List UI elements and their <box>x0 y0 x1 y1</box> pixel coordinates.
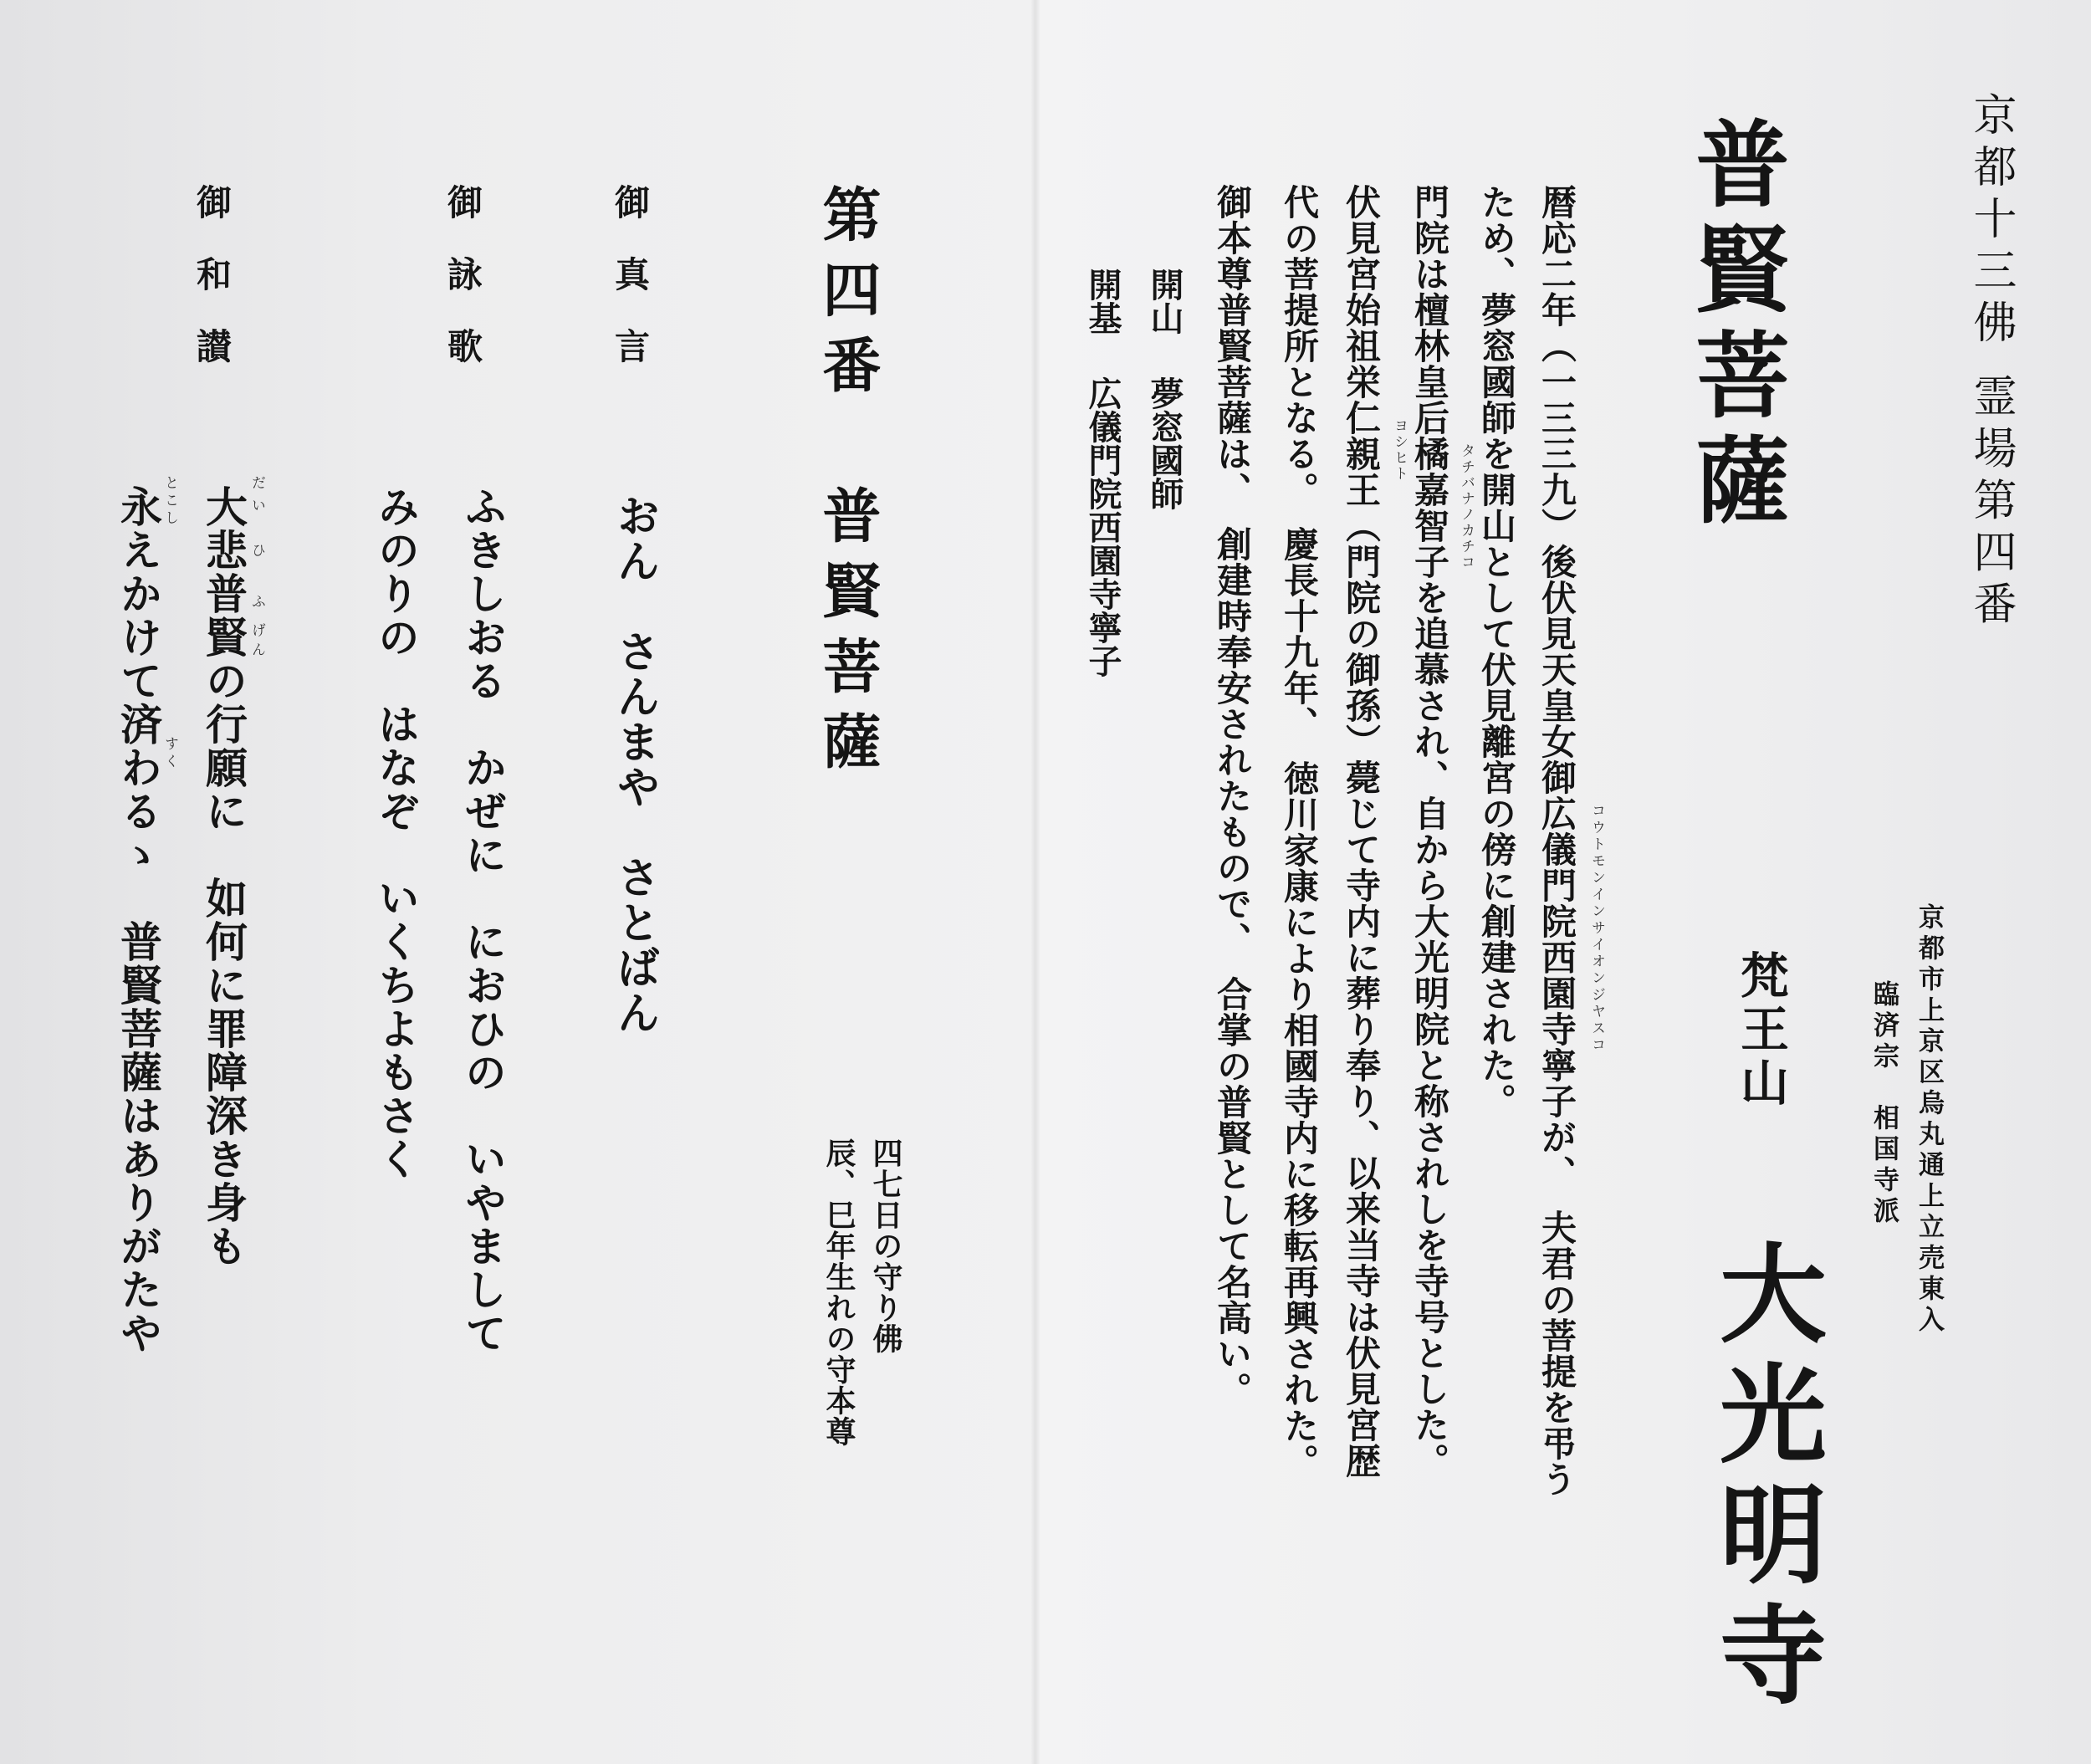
patron-name: 広儀門院西園寺寧子 <box>1083 376 1122 677</box>
temple-name: 大光明寺 <box>1701 1238 1826 1720</box>
ruby-suku: すく <box>161 736 178 771</box>
founder-name: 夢窓國師 <box>1145 376 1184 510</box>
mantra-text: おん さんまや さとばん <box>609 493 659 1035</box>
founder-label: 開山 <box>1145 268 1184 335</box>
temple-address: 京都市上京区烏丸通上立売東入 <box>1914 903 1944 1337</box>
ruby-fugen: ふ げん <box>248 594 265 662</box>
mountain-name: 梵王山 <box>1732 950 1789 1111</box>
patron-label: 開基 <box>1083 268 1122 335</box>
mantra-label: 御真言 <box>610 184 651 400</box>
ruby-yoshihito: ヨシヒト <box>1391 418 1408 482</box>
deity-title: 普賢菩薩 <box>1680 115 1789 537</box>
history-line-2: ため、夢窓國師を開山として伏見離宮の傍に創建された。 <box>1476 184 1517 1119</box>
history-line-6: 御本尊普賢菩薩は、 創建時奉安されたもので、 合掌の普賢として名高い。 <box>1212 184 1253 1408</box>
history-line-1: 暦応二年（一三三九）後伏見天皇女御広儀門院西園寺寧子が、 夫君の菩提を弔う <box>1536 184 1577 1497</box>
eika-line-1: ふきしおる かぜに におひの いやまして <box>458 485 507 1355</box>
history-line-5: 代の菩提所となる。 慶長十九年、 徳川家康により相國寺内に移転再興された。 <box>1279 184 1320 1480</box>
eika-label: 御詠歌 <box>442 184 483 400</box>
wasan-label: 御和讃 <box>192 184 233 400</box>
history-line-3: 門院は檀林皇后橘嘉智子を追慕され、自から大光明院と称されしを寺号とした。 <box>1409 184 1450 1479</box>
protector-line-1: 四七日の守り佛 <box>868 1138 902 1354</box>
ruby-tachibana: タチバナノカチコ <box>1458 443 1475 570</box>
protector-line-2: 辰、巳年生れの守本尊 <box>821 1138 856 1447</box>
ruby-koutokumonin: コウトモンインサイオンジヤスコ <box>1588 803 1605 1054</box>
temple-sect: 臨済宗 相国寺派 <box>1869 980 1899 1228</box>
page-title: 第四番 普賢菩薩 <box>813 184 882 786</box>
series-heading: 京都十三佛 霊場第四番 <box>1966 92 2016 633</box>
page-fold <box>1030 0 1040 1764</box>
history-line-4: 伏見宮始祖栄仁親王（門院の御孫）薨じて寺内に葬り奉り、以来当寺は伏見宮歴 <box>1341 184 1382 1479</box>
ruby-toshi: とこし <box>161 475 178 528</box>
eika-line-2: みのりの はなぞ いくちよもさく <box>371 485 420 1181</box>
wasan-line-2: 永えかけて済わるゝ 普賢菩薩はありがたや <box>114 485 162 1355</box>
ruby-daihi: だい ひ <box>248 475 265 565</box>
wasan-line-1: 大悲普賢の行願に 如何に罪障深き身も <box>199 485 248 1268</box>
